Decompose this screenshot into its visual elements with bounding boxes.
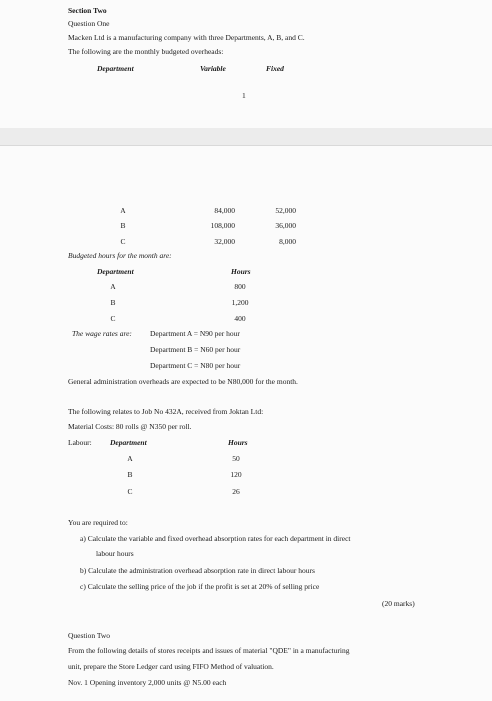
overhead-variable-c: 32,000	[214, 237, 235, 246]
labour-dept-a: A	[127, 454, 133, 463]
overhead-variable-b: 108,000	[210, 221, 235, 230]
header-department: Department	[97, 64, 134, 73]
job-intro: The following relates to Job No 432A, received from Joktan Ltd:	[68, 407, 264, 416]
overhead-dept-c: C	[120, 237, 126, 246]
budgeted-hours-title: Budgeted hours for the month are:	[68, 251, 172, 260]
question-two-heading: Question Two	[68, 631, 111, 640]
labour-hours-a: 50	[232, 454, 240, 463]
requirement-a-line1: a) Calculate the variable and fixed overhead absorption rates for each department in direct	[80, 534, 351, 543]
question-heading: Question One	[68, 19, 110, 28]
requirement-a-line2: labour hours	[96, 549, 134, 558]
overheads-intro: The following are the monthly budgeted overheads:	[68, 47, 224, 56]
labour-dept-b: B	[127, 470, 133, 479]
section-title: Section Two	[68, 6, 107, 15]
q2-line2: unit, prepare the Store Ledger card using FIFO Method of valuation.	[68, 662, 274, 671]
requirement-b: b) Calculate the administration overhead absorption rate in direct labour hours	[80, 566, 315, 575]
wage-rate-a: Department A = N90 per hour	[150, 329, 240, 338]
page-number: 1	[242, 91, 246, 100]
overhead-fixed-c: 8,000	[279, 237, 296, 246]
overhead-dept-a: A	[120, 206, 126, 215]
labour-hours-b: 120	[230, 470, 242, 479]
material-costs: Material Costs: 80 rolls @ N350 per roll.	[68, 422, 192, 431]
labour-header-department: Department	[110, 438, 147, 447]
overhead-dept-b: B	[120, 221, 126, 230]
wage-rate-c: Department C = N80 per hour	[150, 361, 241, 370]
labour-header-hours: Hours	[228, 438, 248, 447]
marks-label: (20 marks)	[382, 599, 415, 608]
general-admin-text: General administration overheads are expected to be N80,000 for the month.	[68, 377, 298, 386]
labour-hours-c: 26	[232, 487, 240, 496]
header-fixed: Fixed	[266, 64, 284, 73]
hours-header-hours: Hours	[231, 267, 251, 276]
hours-dept-c: C	[110, 314, 116, 323]
overhead-fixed-a: 52,000	[275, 206, 296, 215]
hours-value-b: 1,200	[231, 298, 249, 307]
q2-line1: From the following details of stores receipts and issues of material "QDE" in a manufacturing	[68, 646, 350, 655]
document-page-1	[0, 0, 492, 128]
overhead-variable-a: 84,000	[214, 206, 235, 215]
requirement-c: c) Calculate the selling price of the job if the profit is set at 20% of selling price	[80, 582, 320, 591]
document-page-2	[0, 145, 492, 701]
hours-dept-a: A	[110, 282, 116, 291]
hours-value-a: 800	[234, 282, 246, 291]
overhead-fixed-b: 36,000	[275, 221, 296, 230]
labour-dept-c: C	[127, 487, 133, 496]
wage-rate-b: Department B = N60 per hour	[150, 345, 241, 354]
hours-header-department: Department	[97, 267, 134, 276]
hours-value-c: 400	[234, 314, 246, 323]
intro-text: Macken Ltd is a manufacturing company with three Departments, A, B, and C.	[68, 33, 305, 42]
wage-rates-label: The wage rates are:	[72, 329, 132, 338]
labour-label: Labour:	[68, 438, 92, 447]
header-variable: Variable	[200, 64, 226, 73]
hours-dept-b: B	[110, 298, 116, 307]
q2-line3: Nov. 1 Opening inventory 2,000 units @ N5.00 each	[68, 678, 227, 687]
required-intro: You are required to:	[68, 518, 128, 527]
